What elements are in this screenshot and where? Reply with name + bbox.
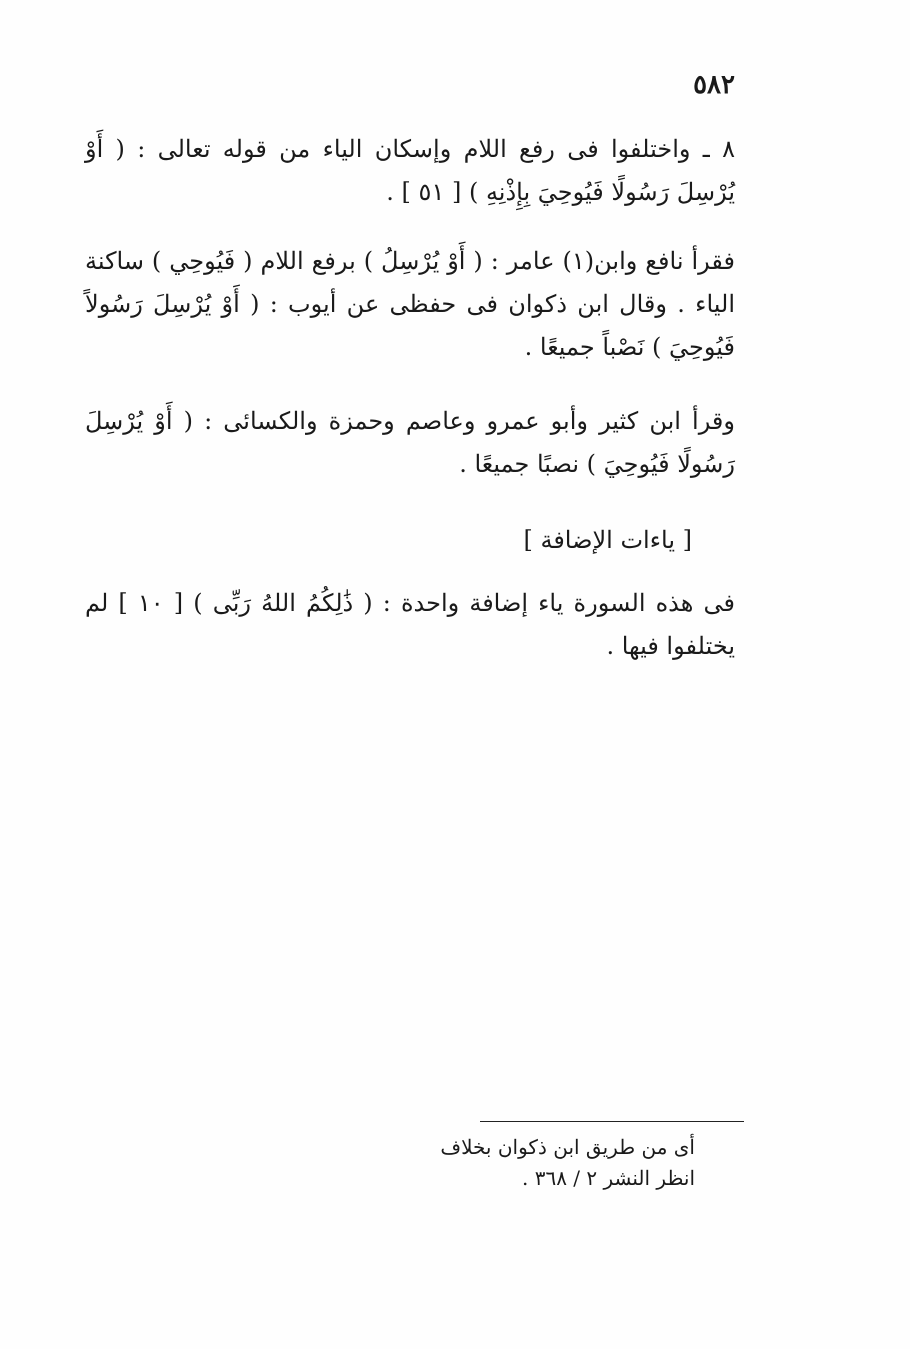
footnote-divider (480, 1121, 744, 1122)
paragraph-nafi-reading: فقرأ نافع وابن(١) عامر : ( أَوْ يُرْسِلُ ) برفع اللام ( فَيُوحِي ) ساكنة الياء . وقال ابن ذكوان فى حفظى عن أيوب : ( أَوْ يُرْسِلَ رَسُولاً فَيُوحِيَ ) نَصْباً جميعًا . (85, 247, 736, 362)
paragraph-variant-8: ٨ ـ واختلفوا فى رفع اللام وإسكان الياء من قوله تعالى : ( أَوْ يُرْسِلَ رَسُولًا فَيُوحِيَ بِإِذْنِهِ ) [ ٥١ ] . (85, 135, 735, 207)
section-heading-possessive-ya: [ ياءات الإضافة ] (523, 526, 692, 554)
footnote-line-2: انظر النشر ٢ / ٣٦٨ . (522, 1166, 695, 1190)
footnote-line-1: أى من طريق ابن ذكوان بخلاف (440, 1135, 695, 1159)
footnote (395, 1132, 695, 1194)
page-number: ٥٨٢ (693, 70, 735, 100)
paragraph-ibn-kathir-reading: وقرأ ابن كثير وأبو عمرو وعاصم وحمزة والكسائى : ( أَوْ يُرْسِلَ رَسُولًا فَيُوحِيَ ) نصبًا جميعًا . (85, 407, 735, 479)
paragraph-possessive-ya: فى هذه السورة ياء إضافة واحدة : ( ذَٰلِكُمُ اللهُ رَبِّى ) [ ١٠ ] لم يختلفوا فيها . (85, 589, 736, 661)
